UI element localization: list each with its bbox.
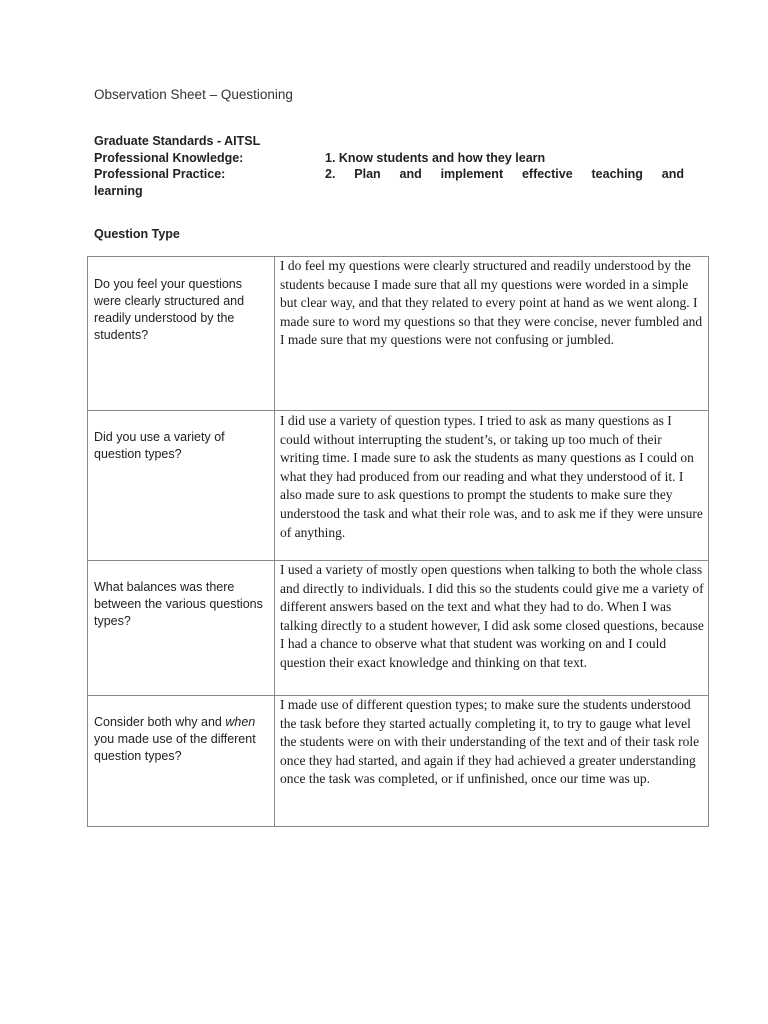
answer-text: I did use a variety of question types. I tried to ask as many questions as I could without interrupting the student’s, or taking up too much of their writing time. I made sure to ask the students as many questions as I could on what they had produced from our reading and what they understood of it. I also made sure to ask questions to prompt the students to make sure they understood the task and what their role was, and to ask me if they were unsure of anything. — [280, 413, 703, 540]
section-heading: Question Type — [94, 227, 180, 241]
question-table — [87, 256, 709, 827]
document-title: Observation Sheet – Questioning — [94, 87, 293, 102]
standard-value: 1. Know students and how they learn — [325, 150, 546, 165]
table-row — [88, 561, 709, 696]
standards-heading: Graduate Standards - AITSL — [94, 134, 261, 148]
answer-text: I made use of different question types; to make sure the students understood the task before they started actually completing it, to try to gauge what level the students were on with their understanding of the text and of their task role once they had started, and again if they had achieved a greater understanding once the task was completed, or if unfinished, once our time was up. — [280, 697, 700, 787]
answer-cell — [275, 561, 709, 696]
question-text: What balances was there between the various questions types? — [94, 580, 263, 628]
table-row — [88, 257, 709, 411]
standard-row-practice — [94, 166, 684, 183]
standard-value-continuation: learning — [94, 183, 143, 198]
question-text — [88, 696, 274, 765]
standard-label: Professional Practice: — [94, 167, 226, 181]
answer-text: I do feel my questions were clearly structured and readily understood by the students because I made sure that all my questions were worded in a simple but clear way, and that they related to every point at hand as we went along. I made sure to word my questions so that they were concise, never fumbled and I made sure that my questions were not confusing or jumbled. — [280, 258, 703, 348]
question-cell — [88, 561, 275, 696]
answer-text: I used a variety of mostly open questions when talking to both the whole class and directly to individuals. I did this so the students could give me a variety of different answers based on the text and what they had to do. When I was talking directly to a student however, I did ask some closed questions, because I had a chance to observe what that student was working on and I could question their exact knowledge and thinking on that text. — [280, 562, 704, 670]
question-cell — [88, 257, 275, 411]
standard-value: 2. Plan and implement effective teaching and — [325, 167, 684, 181]
answer-cell — [275, 696, 709, 827]
question-cell — [88, 696, 275, 827]
table-row — [88, 411, 709, 561]
question-text-part: Consider both why and — [94, 715, 222, 729]
question-text: Do you feel your questions were clearly structured and readily understood by the students? — [94, 277, 245, 342]
question-cell — [88, 411, 275, 561]
answer-cell — [275, 411, 709, 561]
question-emphasis: when — [225, 715, 256, 729]
standard-label: Professional Knowledge: — [94, 150, 244, 165]
standards-block — [94, 133, 684, 199]
question-text-part: you made use of the different question types? — [94, 732, 256, 763]
standard-row-knowledge — [94, 150, 684, 167]
table-row — [88, 696, 709, 827]
question-text: Did you use a variety of question types? — [94, 430, 225, 461]
answer-cell — [275, 257, 709, 411]
